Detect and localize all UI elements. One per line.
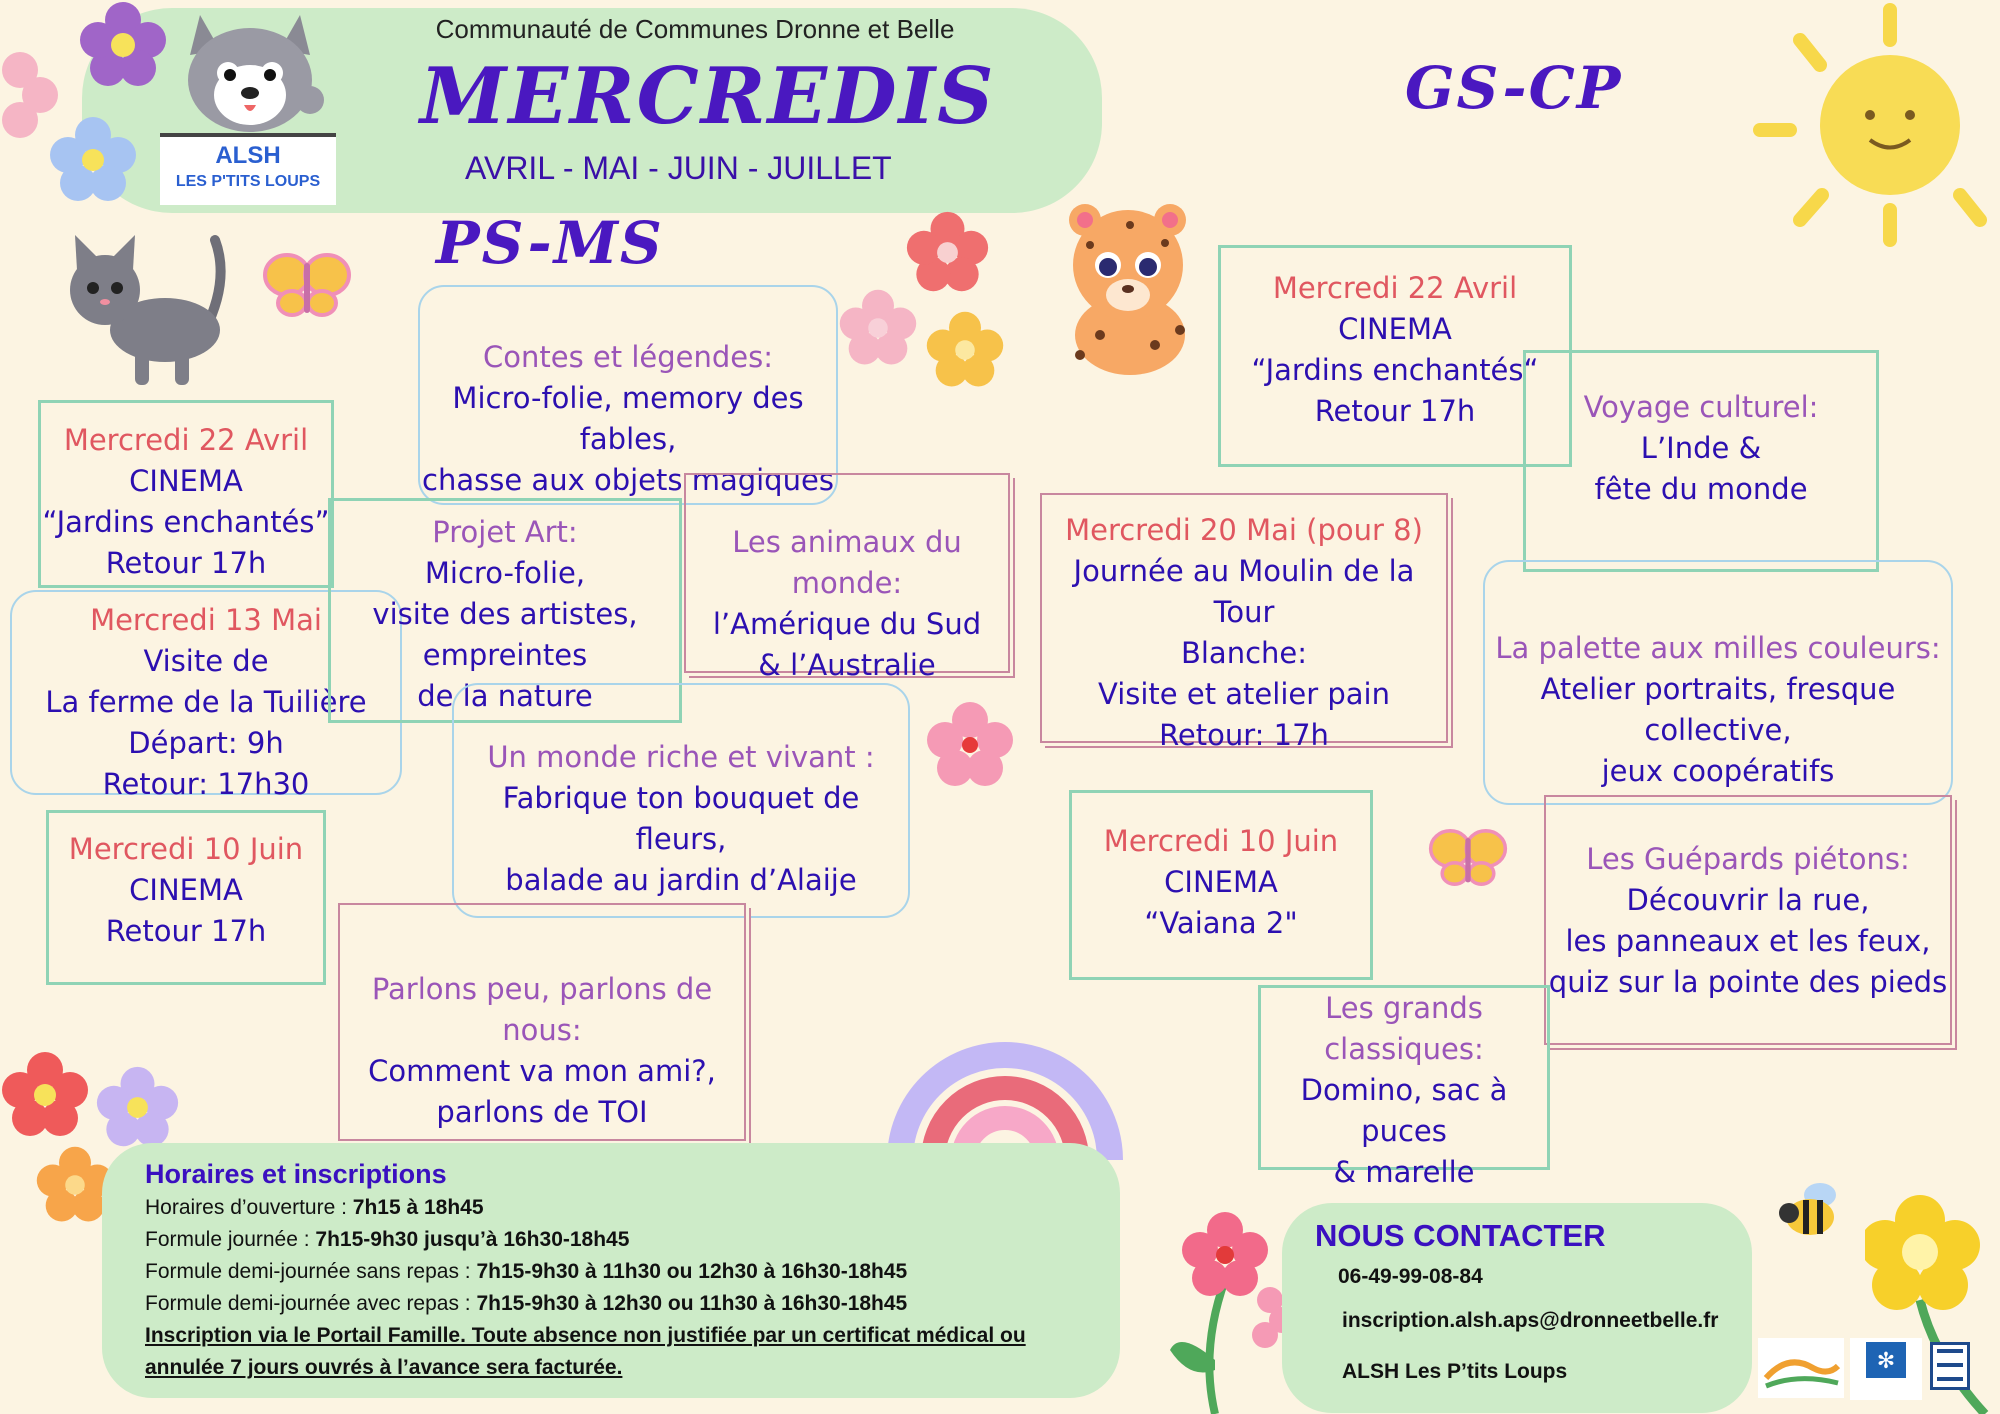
box-line: Journée au Moulin de la Tour [1073, 554, 1415, 629]
box-heading: La palette aux milles couleurs: [1495, 631, 1941, 665]
hours-label: Formule demi-journée avec repas : [145, 1292, 477, 1315]
left-box-6 [684, 473, 1010, 682]
cat-icon [55, 220, 235, 395]
logo-line1: ALSH [215, 142, 281, 169]
butterfly-icon [1428, 820, 1508, 895]
box-line: quiz sur la pointe des pieds [1548, 965, 1948, 999]
flower-icon [838, 288, 918, 368]
hours-content [145, 1156, 1105, 1384]
flower-icon [95, 1065, 180, 1150]
box-line: classiques: [1324, 1032, 1484, 1066]
partner-logo-caf [1850, 1338, 1922, 1400]
registration-note: annulée 7 jours ouvrés à l’avance sera facturée. [145, 1356, 623, 1379]
flower-icon [925, 310, 1005, 390]
left-box-8 [338, 903, 746, 1141]
partner-logo-dronne [1758, 1338, 1844, 1398]
box-line: Retour 17h [105, 914, 267, 948]
box-line: fête du monde [1594, 472, 1808, 506]
box-line: balade au jardin d’Alaije [505, 863, 857, 897]
box-line: Micro-folie, [424, 556, 586, 590]
box-line: & marelle [1333, 1155, 1475, 1189]
box-line: Blanche: [1180, 636, 1308, 670]
box-line: & l’Australie [758, 648, 936, 682]
box-line: CINEMA [1338, 312, 1452, 346]
bee-icon [1775, 1175, 1850, 1245]
rainbow-icon [885, 985, 1125, 1165]
box-heading: Mercredi 22 Avril [63, 423, 309, 457]
box-line: L’Inde & [1640, 431, 1762, 465]
butterfly-icon [262, 245, 352, 325]
hours-value: 7h15-9h30 jusqu’à 16h30-18h45 [315, 1228, 630, 1251]
right-box-5 [1069, 790, 1373, 980]
flower-icon [1170, 1210, 1290, 1414]
hours-value: 7h15-9h30 à 11h30 ou 12h30 à 16h30-18h45 [476, 1260, 908, 1283]
box-line: empreintes [422, 638, 588, 672]
registration-note: Inscription via le Portail Famille. Toute absence non justifiée par un certificat médical ou [145, 1324, 1026, 1347]
hours-value: 7h15 à 18h45 [352, 1196, 484, 1219]
page-title: MERCREDIS [420, 51, 996, 142]
hours-label: Formule journée : [145, 1228, 316, 1251]
box-heading: Les animaux du monde: [732, 525, 962, 600]
box-line: chasse aux objets magiques [422, 463, 834, 497]
box-heading: Mercredi 10 Juin [1103, 824, 1339, 858]
wolf-logo [160, 5, 340, 200]
right-box-7 [1258, 985, 1550, 1189]
right-box-6 [1544, 795, 1952, 1045]
group-left: PS-MS [436, 209, 664, 277]
left-box-4 [418, 285, 838, 505]
right-box-4 [1483, 560, 1953, 805]
contact-name: ALSH Les P’tits Loups [1342, 1360, 1568, 1383]
box-heading: Mercredi 10 Juin [68, 832, 304, 866]
hours-row [145, 1224, 1105, 1256]
flower-icon [0, 1050, 90, 1140]
box-line: les panneaux et les feux, [1565, 924, 1931, 958]
box-line: Découvrir la rue, [1626, 883, 1870, 917]
hours-value: 7h15-9h30 à 12h30 ou 11h30 à 16h30-18h45 [476, 1292, 908, 1315]
box-heading: Voyage culturel: [1583, 390, 1819, 424]
box-line: La ferme de la Tuilière [45, 685, 367, 719]
box-line: l’Amérique du Sud [712, 607, 982, 641]
contact-email[interactable]: inscription.alsh.aps@dronneetbelle.fr [1342, 1309, 1719, 1332]
partner-logo-msa [1930, 1342, 1970, 1390]
right-box-3 [1040, 493, 1448, 752]
box-line: Atelier portraits, fresque collective, [1540, 672, 1896, 747]
box-line: “Vaiana 2" [1144, 906, 1298, 940]
flower-icon [905, 210, 990, 295]
hours-row [145, 1288, 1105, 1320]
months: AVRIL - MAI - JUIN - JUILLET [465, 150, 892, 186]
right-box-1 [1218, 245, 1572, 467]
box-line: jeux coopératifs [1601, 754, 1835, 788]
box-line: Fabrique ton bouquet de fleurs, [502, 781, 860, 856]
box-heading: Projet Art: [432, 515, 578, 549]
box-heading: Mercredi 22 Avril [1272, 271, 1518, 305]
box-line: CINEMA [129, 873, 243, 907]
right-box-2 [1523, 350, 1879, 572]
box-heading: Un monde riche et vivant : [487, 740, 875, 774]
box-line: Visite de [143, 644, 269, 678]
left-box-1 [38, 400, 334, 588]
box-heading: Parlons peu, parlons de nous: [371, 972, 713, 1047]
box-line: Domino, sac à puces [1300, 1073, 1508, 1148]
hours-title: Horaires et inscriptions [145, 1159, 447, 1189]
cheetah-icon [1040, 195, 1215, 380]
box-line: de la nature [417, 679, 593, 713]
hours-row [145, 1256, 1105, 1288]
box-line: Visite et atelier pain [1098, 677, 1390, 711]
group-right: GS-CP [1405, 54, 1623, 122]
hours-row [145, 1192, 1105, 1224]
contact-title: NOUS CONTACTER [1315, 1218, 1606, 1253]
box-line: “Jardins enchantés“ [1251, 353, 1539, 387]
box-heading: Contes et légendes: [483, 340, 773, 374]
left-box-7 [452, 683, 910, 918]
box-line: Retour 17h [1314, 394, 1476, 428]
box-line: Retour: 17h [1159, 718, 1329, 752]
box-heading: Mercredi 20 Mai (pour 8) [1065, 513, 1423, 547]
box-line: parlons de TOI [436, 1095, 648, 1129]
box-heading: Les Guépards piétons: [1586, 842, 1910, 876]
box-line: visite des artistes, [372, 597, 638, 631]
box-line: CINEMA [1164, 865, 1278, 899]
box-line: CINEMA [129, 464, 243, 498]
logo-badge [160, 133, 336, 205]
box-line: “Jardins enchantés” [42, 505, 330, 539]
left-box-3 [46, 810, 326, 985]
box-line: Retour 17h [105, 546, 267, 580]
box-line: Comment va mon ami?, [368, 1054, 716, 1088]
svg-text:✻: ✻ [1876, 1349, 1896, 1374]
org-name: Communauté de Communes Dronne et Belle [435, 14, 955, 44]
flower-icon [78, 0, 168, 90]
logo-line2: LES P'TITS LOUPS [175, 173, 321, 190]
flower-icon [48, 115, 138, 205]
wolf-icon [160, 5, 340, 135]
contact-phone[interactable]: 06-49-99-08-84 [1338, 1265, 1483, 1288]
hours-label: Horaires d’ouverture : [145, 1196, 353, 1219]
hours-label: Formule demi-journée sans repas : [145, 1260, 477, 1283]
box-line: Micro-folie, memory des fables, [452, 381, 804, 456]
sun-icon [1740, 0, 2000, 280]
box-line: Retour: 17h30 [102, 767, 310, 801]
box-line: Départ: 9h [128, 726, 284, 760]
box-heading: Les grands [1325, 991, 1483, 1025]
flower-icon [925, 700, 1015, 790]
box-heading: Mercredi 13 Mai [90, 603, 322, 637]
